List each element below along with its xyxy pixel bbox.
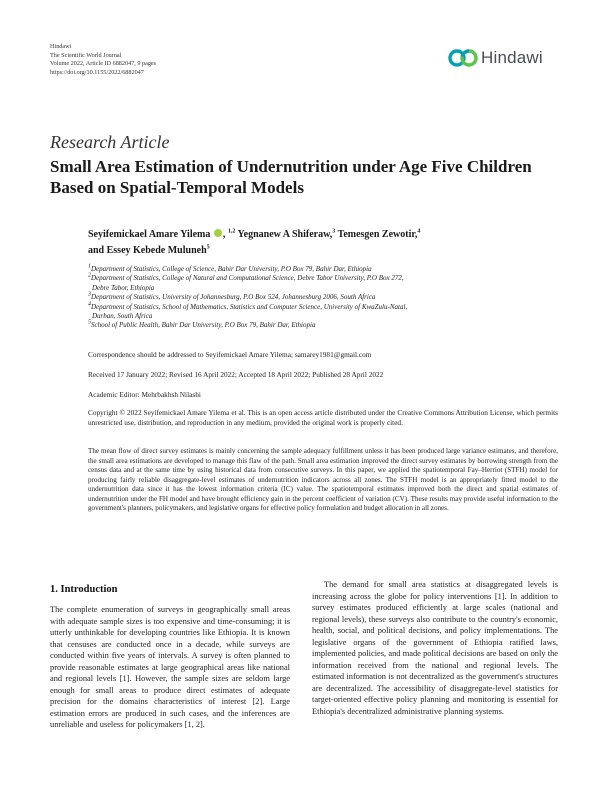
affiliations <box>88 265 518 331</box>
intro-paragraph-left: The complete enumeration of surveys in geographically small areas with adequate sample sizes is too expensive and time-consuming; it is utterly unthinkable for developing countries like Ethiopia. It is known that censuses are conducted once in a decade, while surveys are conducted within five years of intervals. A survey is often planned to provide reasonable estimates at large geographical areas like national and regional levels [1]. However, the sample sizes are seldom large enough for small areas to produce direct estimates of adequate precision for the domains characteristics of interest [2]. Large estimation errors are produced in such cases, and the inferences are unreliable and useless for policymakers [1, 2]. <box>50 605 290 730</box>
journal-name: The Scientific World Journal <box>50 51 122 59</box>
author-name[interactable]: and Essey Kebede Muluneh <box>88 245 207 256</box>
affiliation-continued: Durban, South Africa <box>92 312 153 321</box>
publisher-name: Hindawi <box>50 43 72 50</box>
author-list: Seyifemickael Amare Yilema , $^{1,2}$ Yegnanew A Shiferaw,$^3$ Temesgen Zewotir,$^4$ and Essey Kebede Muluneh$^5$ <box>88 228 421 256</box>
copyright-notice: Copyright © 2022 Seyifemickael Amare Yilema et al. This is an open access article distributed under the Creative Commons Attribution License, which permits unrestricted use, distribution, and reproduction in any medium, provided the original work is properly cited. <box>88 408 558 427</box>
affiliation: $^5$School of Public Health, Bahir Dar University, P.O Box 79, Bahir Dar, Ethiopia <box>88 320 316 330</box>
logo-text: Hindawi <box>481 48 543 67</box>
affiliation: $^3$Department of Statistics, University of Johannesburg, P.O Box 524, Johannesburg 2006, South Africa <box>88 291 376 302</box>
orcid-icon[interactable] <box>214 229 222 237</box>
academic-editor: Academic Editor: Mehrbakhsh Nilashi <box>88 390 201 399</box>
correspondence: Correspondence should be addressed to Seyifemickael Amare Yilema; samarey1981@gmail.com <box>88 350 372 359</box>
affiliation-continued: Debre Tabor, Ethiopia <box>92 283 155 292</box>
intro-paragraph-right: The demand for small area statistics at disaggregated levels is increasing across the globe for policy interventions [1]. In addition to survey estimates produced efficiently at large scales (national and regional levels), these surveys also contribute to the country's economic, health, social, and political decisions, and policy implementations. The legislative organs of the government of Ethiopia ratified laws, implemented policies, and made political decisions are based on only the information received from the national and regional levels. The estimated information is not decentralized as the government's structures are decentralized. The accessibility of disaggregate-level statistics for target-oriented effective policy planning and monitoring is essential for Ethiopia's decentralized administrative planning systems. <box>312 580 558 717</box>
publication-dates: Received 17 January 2022; Revised 16 April 2022; Accepted 18 April 2022; Published 28 April 2022 <box>88 370 384 379</box>
journal-info <box>50 43 156 77</box>
author-name[interactable]: Seyifemickael Amare Yilema <box>88 229 211 240</box>
affiliation: $^4$Department of Statistics, School of Mathematics, Statistics and Computer Science, University of KwaZulu-Natal, <box>88 301 408 311</box>
volume-line: Volume 2022, Article ID 6882047, 9 pages <box>50 60 157 68</box>
article-type: Research Article <box>50 132 170 152</box>
affiliation: $^2$Department of Statistics, College of Natural and Computational Science, Debre Tabor University, P.O Box 272, <box>88 273 404 283</box>
section-heading: 1. Introduction <box>50 584 118 595</box>
affiliation: $^1$Department of Statistics, College of Science, Bahir Dar University, P.O Box 79, Bahir Dar, Ethiopia <box>88 263 372 273</box>
hindawi-logo-icon <box>448 46 478 70</box>
author-name[interactable]: Yegnanew A Shiferaw, <box>237 229 333 240</box>
hindawi-logo <box>448 46 558 70</box>
author-name[interactable]: Temesgen Zewotir, <box>337 229 418 240</box>
doi-link[interactable]: https://doi.org/10.1155/2022/6882047 <box>50 68 144 76</box>
paper-title: Small Area Estimation of Undernutrition under Age Five Children Based on Spatial-Temporal Models <box>50 157 532 197</box>
abstract: The mean flow of direct survey estimates is mainly concerning the sample adequacy fulfillment unless it has been produced large variance estimates, and therefore, the small area estimations are developed to manage this flaw of the path. Small area estimation improved the direct survey estimates by borrowing strength from the census data and at the same time by using historical data from consecutive surveys. In this paper, we applied the spatiotemporal Fay–Herriot (STFH) model for producing fairly reliable disaggregate-level estimates of undernutrition indicators across all zones. The STFH model is an appropriately fitted model to the undernutrition data since it has the lowest information criteria (IC) value. The spatiotemporal estimates improved both the direct and spatial estimates of undernutrition under the FH model and have brought efficiency gain in the percent coefficient of variation (CV). These results may provide useful information to the government's planners, policymakers, and legislative organs for effective policy formulation and budget allocation in all zones. <box>88 447 558 512</box>
